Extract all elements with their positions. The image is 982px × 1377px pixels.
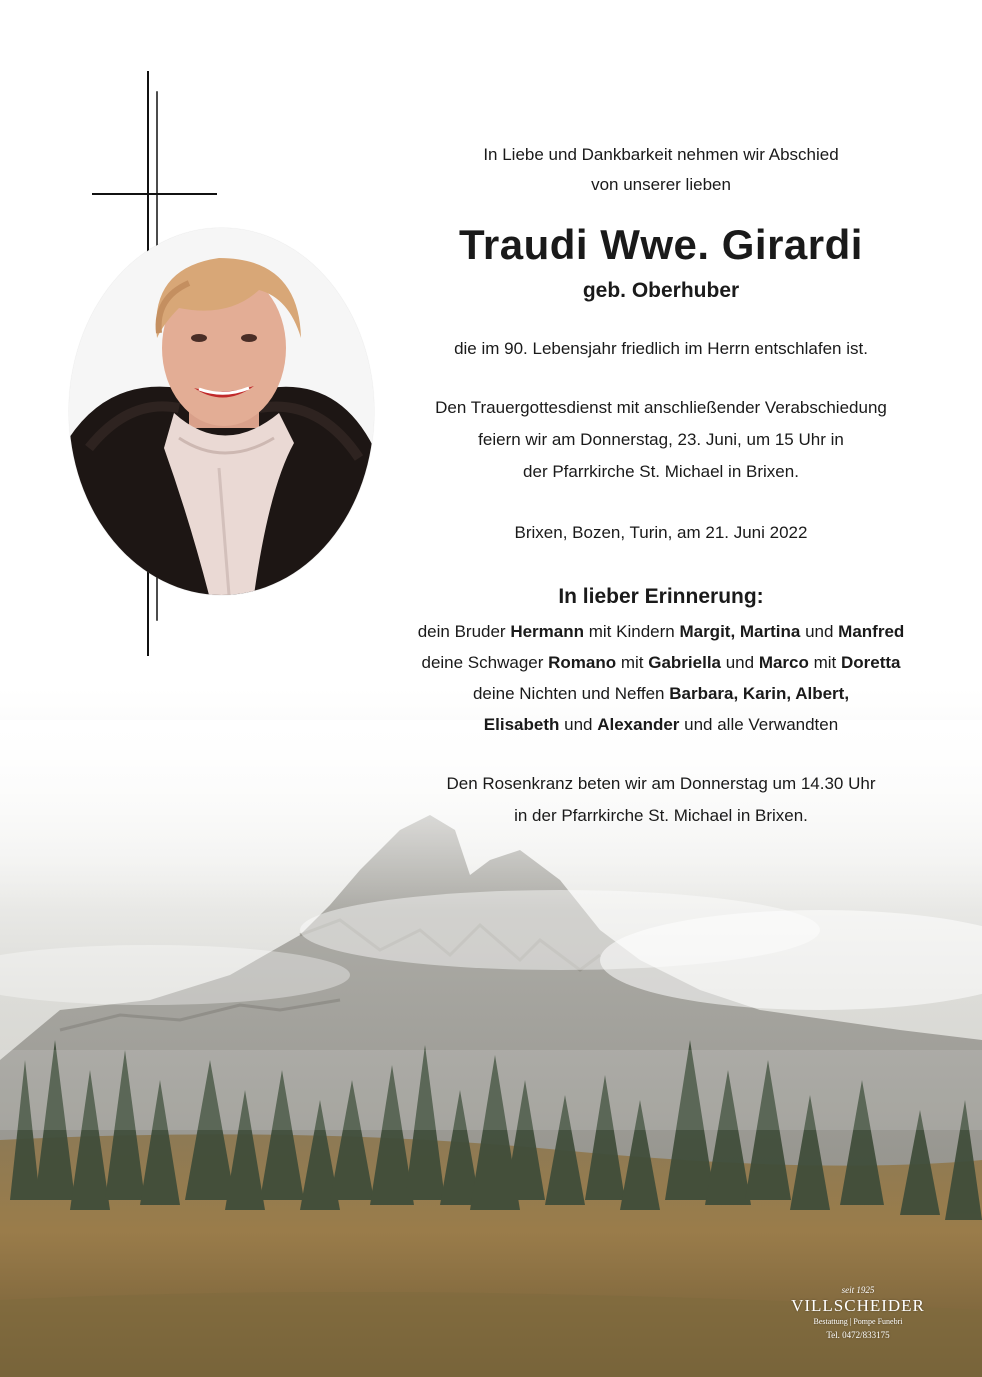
funeral-service-text: [395, 392, 927, 488]
mourner-text: und: [559, 715, 598, 734]
intro-line-2: von unserer lieben: [591, 175, 731, 194]
service-line-3: der Pfarrkirche St. Michael in Brixen.: [523, 462, 799, 481]
mourner-text: deine Schwager: [421, 653, 549, 672]
rosary-text: [395, 768, 927, 832]
funeral-home-logo: [783, 1285, 933, 1342]
place-and-date: Brixen, Bozen, Turin, am 21. Juni 2022: [514, 523, 808, 542]
mourners-line-3: [395, 678, 927, 709]
mourner-name: Elisabeth: [483, 715, 560, 734]
mourner-text: und: [721, 653, 759, 672]
mourner-name: Doretta: [841, 653, 901, 672]
mourner-name: Margit, Martina: [679, 622, 801, 641]
mourner-name: Barbara, Karin, Albert,: [669, 684, 850, 703]
mourner-name: Romano: [548, 653, 617, 672]
logo-since: seit 1925: [841, 1285, 875, 1295]
obituary-text: [395, 140, 927, 832]
logo-brand: VILLSCHEIDER: [791, 1296, 925, 1315]
rosary-line-2: in der Pfarrkirche St. Michael in Brixen.: [514, 806, 808, 825]
mourner-name: Marco: [758, 653, 809, 672]
mourner-text: deine Nichten und Neffen: [472, 684, 670, 703]
service-line-2: feiern wir am Donnerstag, 23. Juni, um 15 Uhr in: [478, 430, 844, 449]
mourner-name: Hermann: [510, 622, 585, 641]
logo-subtitle: Bestattung | Pompe Funebri: [813, 1317, 903, 1326]
rosary-line-1: Den Rosenkranz beten wir am Donnerstag um 14.30 Uhr: [446, 774, 876, 793]
portrait-photo: [69, 228, 374, 595]
service-line-1: Den Trauergottesdienst mit anschließender Verabschiedung: [435, 398, 887, 417]
mourner-text: mit: [808, 653, 841, 672]
mourners-line-1: [395, 616, 927, 647]
intro-line-1: In Liebe und Dankbarkeit nehmen wir Abschied: [483, 145, 839, 164]
mourners-line-2: [395, 647, 927, 678]
memory-heading: In lieber Erinnerung:: [558, 585, 764, 608]
passing-text: die im 90. Lebensjahr friedlich im Herrn entschlafen ist.: [454, 339, 868, 358]
mourner-text: und: [800, 622, 839, 641]
mourner-text: mit: [616, 653, 649, 672]
mourner-text: mit Kindern: [584, 622, 680, 641]
mourner-name: Alexander: [597, 715, 680, 734]
deceased-name: Traudi Wwe. Girardi: [459, 221, 863, 268]
mourner-text: dein Bruder: [417, 622, 511, 641]
logo-phone: Tel. 0472/833175: [826, 1330, 890, 1340]
maiden-name: geb. Oberhuber: [582, 279, 740, 302]
mourner-name: Manfred: [838, 622, 905, 641]
mourners-list: [395, 616, 927, 740]
mourner-name: Gabriella: [648, 653, 721, 672]
intro-text: [395, 140, 927, 200]
mourners-line-4: [395, 709, 927, 740]
mourner-text: und alle Verwandten: [679, 715, 839, 734]
